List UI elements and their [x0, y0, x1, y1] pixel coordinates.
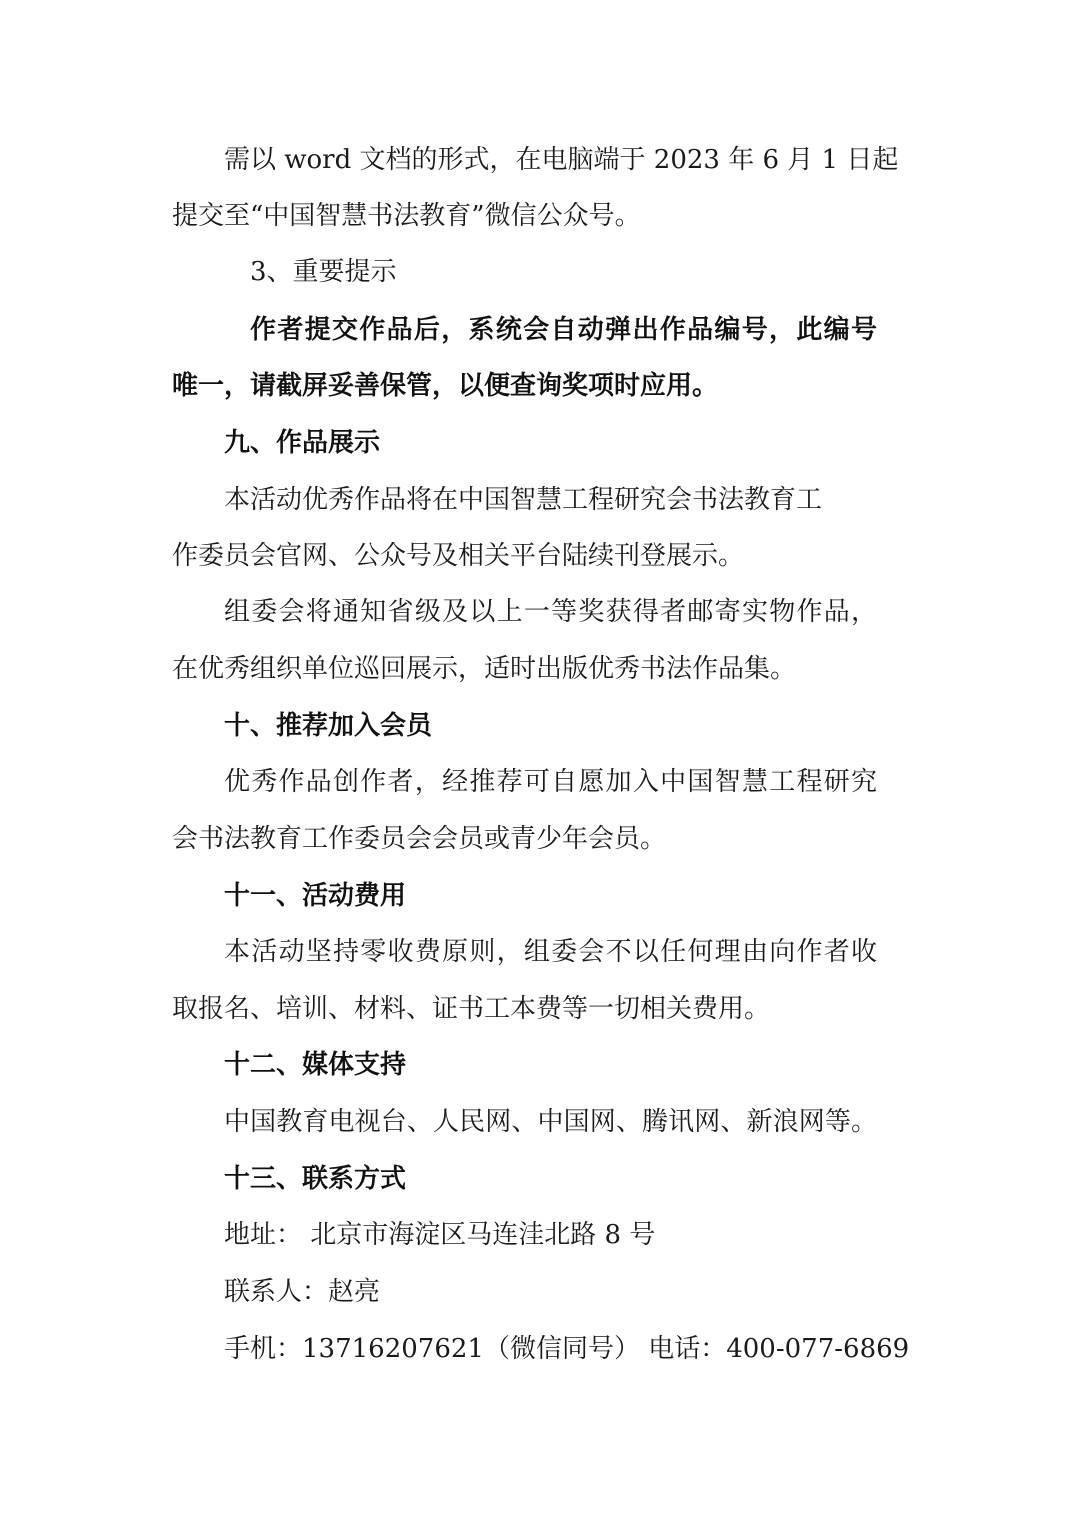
- paragraph-line: 需以 word 文档的形式，在电脑端于 2023 年 6 月 1 日起: [224, 145, 899, 175]
- paragraph-line: 在优秀组织单位巡回展示，适时出版优秀书法作品集。: [172, 654, 797, 684]
- paragraph-line: 会书法教育工作委员会会员或青少年会员。: [172, 824, 667, 854]
- paragraph-line: 优秀作品创作者，经推荐可自愿加入中国智慧工程研究: [224, 767, 877, 797]
- section-heading-works-display: 九、作品展示: [224, 428, 381, 458]
- contact-phone: 手机：13716207621（微信同号） 电话：400-077-6869: [224, 1334, 910, 1364]
- section-heading-contact: 十三、联系方式: [224, 1164, 407, 1194]
- paragraph-line: 取报名、培训、材料、证书工本费等一切相关费用。: [172, 994, 771, 1024]
- subheading-important-notice: 3、重要提示: [250, 257, 397, 287]
- bold-notice-line: 作者提交作品后，系统会自动弹出作品编号，此编号: [250, 315, 877, 345]
- section-heading-fees: 十一、活动费用: [224, 881, 407, 911]
- paragraph-line: 本活动优秀作品将在中国智慧工程研究会书法教育工: [224, 485, 823, 515]
- paragraph-line: 作委员会官网、公众号及相关平台陆续刊登展示。: [172, 541, 745, 571]
- paragraph-line: 组委会将通知省级及以上一等奖获得者邮寄实物作品，: [224, 597, 877, 627]
- paragraph-line: 本活动坚持零收费原则，组委会不以任何理由向作者收: [224, 937, 877, 967]
- contact-address: 地址： 北京市海淀区马连洼北路 8 号: [224, 1220, 656, 1250]
- bold-notice-line: 唯一，请截屏妥善保管，以便查询奖项时应用。: [172, 371, 719, 401]
- paragraph-line: 中国教育电视台、人民网、中国网、腾讯网、新浪网等。: [224, 1107, 877, 1137]
- contact-person: 联系人：赵亮: [224, 1277, 381, 1307]
- section-heading-membership: 十、推荐加入会员: [224, 711, 433, 741]
- paragraph-line: 提交至“中国智慧书法教育”微信公众号。: [172, 201, 641, 231]
- section-heading-media: 十二、媒体支持: [224, 1050, 407, 1080]
